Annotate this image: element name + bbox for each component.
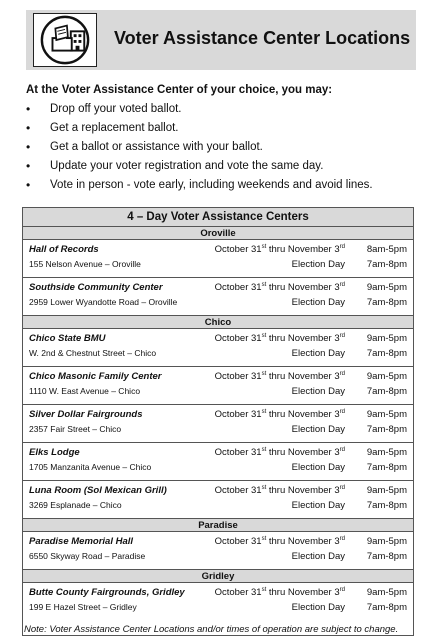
date-start: October 31 — [214, 371, 262, 382]
date-end-suffix: rd — [339, 371, 345, 377]
location-name: Chico State BMU — [29, 333, 106, 344]
date-end: thru November 3 — [266, 282, 340, 293]
date-end-suffix: rd — [339, 485, 345, 491]
date-start: October 31 — [214, 447, 262, 458]
hours-early: 9am-5pm — [366, 587, 407, 598]
date-start-suffix: st — [261, 587, 267, 593]
election-day-label: Election Day — [291, 386, 345, 397]
list-item: • Update your voter registration and vote the same day. — [26, 157, 373, 176]
hours-early: 9am-5pm — [366, 371, 407, 382]
date-range — [215, 333, 345, 344]
hours-early: 9am-5pm — [366, 485, 407, 496]
table-row — [23, 367, 413, 405]
region-header: Gridley — [23, 570, 413, 583]
date-start: October 31 — [214, 536, 262, 547]
date-start-suffix: st — [261, 282, 267, 288]
location-address: 1705 Manzanita Avenue – Chico — [29, 462, 152, 472]
date-start-suffix: st — [261, 485, 267, 491]
date-start: October 31 — [214, 333, 262, 344]
location-name: Luna Room (Sol Mexican Grill) — [29, 485, 167, 496]
hours-early: 9am-5pm — [366, 282, 407, 293]
location-address: 199 E Hazel Street – Gridley — [29, 602, 137, 612]
location-name: Elks Lodge — [29, 447, 80, 458]
region-header: Paradise — [23, 519, 413, 532]
date-end-suffix: rd — [339, 282, 345, 288]
location-address: 155 Nelson Avenue – Oroville — [29, 259, 141, 269]
hours-election-day: 7am-8pm — [366, 386, 407, 397]
election-day-label: Election Day — [291, 297, 345, 308]
date-range — [215, 587, 345, 598]
date-end: thru November 3 — [266, 371, 340, 382]
hours-election-day: 7am-8pm — [366, 424, 407, 435]
election-day-label: Election Day — [291, 551, 345, 562]
date-end-suffix: rd — [339, 333, 345, 339]
location-address: 3269 Esplanade – Chico — [29, 500, 122, 510]
hours-election-day: 7am-8pm — [366, 551, 407, 562]
date-end-suffix: rd — [339, 409, 345, 415]
date-end-suffix: rd — [339, 244, 345, 250]
ballot-box-building-icon — [33, 13, 97, 67]
hours-election-day: 7am-8pm — [366, 348, 407, 359]
page-title: Voter Assistance Center Locations — [114, 28, 411, 48]
election-day-label: Election Day — [291, 462, 345, 473]
region-header: Chico — [23, 316, 413, 329]
date-range — [215, 371, 345, 382]
date-end: thru November 3 — [266, 447, 340, 458]
election-day-label: Election Day — [291, 348, 345, 359]
date-end-suffix: rd — [339, 587, 345, 593]
date-start: October 31 — [214, 587, 262, 598]
date-start: October 31 — [214, 409, 262, 420]
date-range — [215, 409, 345, 420]
hours-early: 9am-5pm — [366, 409, 407, 420]
hours-election-day: 7am-8pm — [366, 602, 407, 613]
location-address: 6550 Skyway Road – Paradise — [29, 551, 146, 561]
date-start-suffix: st — [261, 447, 267, 453]
list-item: • Vote in person - vote early, including weekends and avoid lines. — [26, 176, 373, 195]
table-row — [23, 583, 413, 621]
date-end: thru November 3 — [266, 536, 340, 547]
date-end: thru November 3 — [266, 244, 340, 255]
date-end: thru November 3 — [266, 485, 340, 496]
hours-election-day: 7am-8pm — [366, 462, 407, 473]
table-row — [23, 329, 413, 367]
election-day-label: Election Day — [291, 424, 345, 435]
hours-early: 9am-5pm — [366, 333, 407, 344]
election-day-label: Election Day — [291, 602, 345, 613]
table-row — [23, 481, 413, 519]
date-range — [215, 282, 345, 293]
list-item: • Get a ballot or assistance with your ballot. — [26, 138, 373, 157]
list-item: • Drop off your voted ballot. — [26, 100, 373, 119]
hours-election-day: 7am-8pm — [366, 259, 407, 270]
date-end-suffix: rd — [339, 447, 345, 453]
date-end: thru November 3 — [266, 587, 340, 598]
location-address: 1110 W. East Avenue – Chico — [29, 386, 141, 396]
table-row — [23, 405, 413, 443]
location-address: W. 2nd & Chestnut Street – Chico — [29, 348, 157, 358]
date-range — [215, 485, 345, 496]
location-name: Butte County Fairgrounds, Gridley — [29, 587, 185, 598]
date-start-suffix: st — [261, 244, 267, 250]
centers-table — [22, 207, 414, 636]
location-name: Chico Masonic Family Center — [29, 371, 162, 382]
footnote: Note: Voter Assistance Center Locations and/or times of operation are subject to change. — [24, 624, 399, 635]
date-start: October 31 — [214, 485, 262, 496]
date-range — [215, 244, 345, 255]
date-end-suffix: rd — [339, 536, 345, 542]
date-start-suffix: st — [261, 333, 267, 339]
list-item: • Get a replacement ballot. — [26, 119, 373, 138]
location-address: 2959 Lower Wyandotte Road – Oroville — [29, 297, 178, 307]
table-row — [23, 240, 413, 278]
hours-election-day: 7am-8pm — [366, 500, 407, 511]
election-day-label: Election Day — [291, 500, 345, 511]
table-row — [23, 443, 413, 481]
hours-early: 8am-5pm — [366, 244, 407, 255]
hours-early: 9am-5pm — [366, 447, 407, 458]
hours-election-day: 7am-8pm — [366, 297, 407, 308]
date-start-suffix: st — [261, 536, 267, 542]
date-start-suffix: st — [261, 371, 267, 377]
location-name: Southside Community Center — [29, 282, 163, 293]
date-range — [215, 536, 345, 547]
location-name: Hall of Records — [29, 244, 99, 255]
date-start: October 31 — [214, 244, 262, 255]
election-day-label: Election Day — [291, 259, 345, 270]
region-header: Oroville — [23, 227, 413, 240]
table-title: 4 – Day Voter Assistance Centers — [23, 208, 413, 227]
date-end: thru November 3 — [266, 409, 340, 420]
page-header — [26, 10, 416, 70]
location-name: Silver Dollar Fairgrounds — [29, 409, 143, 420]
date-end: thru November 3 — [266, 333, 340, 344]
date-range — [215, 447, 345, 458]
table-row — [23, 532, 413, 570]
date-start-suffix: st — [261, 409, 267, 415]
services-list — [26, 100, 373, 195]
table-row — [23, 278, 413, 316]
hours-early: 9am-5pm — [366, 536, 407, 547]
intro-text: At the Voter Assistance Center of your choice, you may: — [26, 84, 333, 96]
date-start: October 31 — [214, 282, 262, 293]
location-address: 2357 Fair Street – Chico — [29, 424, 122, 434]
location-name: Paradise Memorial Hall — [29, 536, 134, 547]
